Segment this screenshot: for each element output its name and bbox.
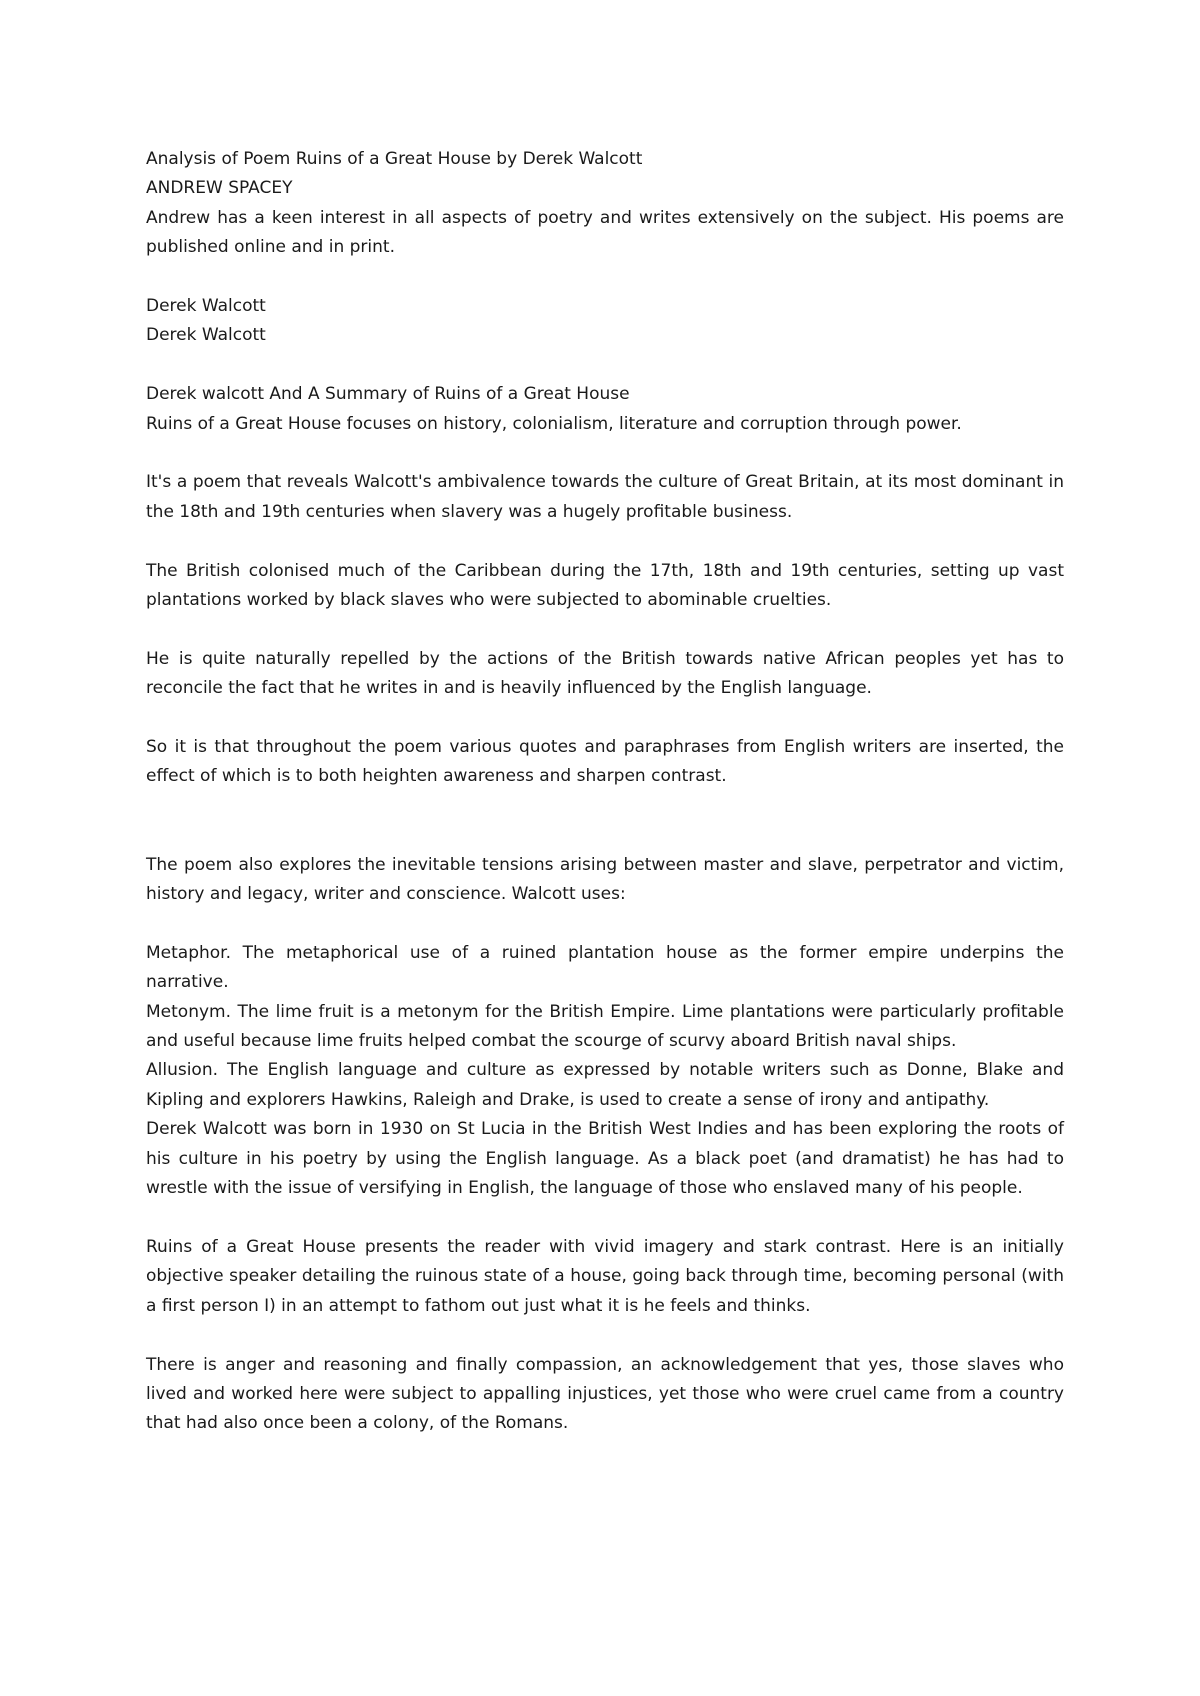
spacer [146, 1204, 1064, 1233]
document-body [146, 145, 1064, 1439]
spacer [146, 704, 1064, 733]
biography-paragraph: Derek Walcott was born in 1930 on St Lucia in the British West Indies and has been exploring the roots of his culture in his poetry by using the English language. As a black poet (and dramatist) he has had to wrestle with the issue of versifying in English, the language of those who enslaved many of his people. [146, 1119, 1064, 1199]
device-item-metonym: Metonym. The lime fruit is a metonym for the British Empire. Lime plantations were particularly profitable and useful because lime fruits helped combat the scourge of scurvy aboard British naval ships. [146, 1001, 1064, 1052]
document-title: Analysis of Poem Ruins of a Great House by Derek Walcott [146, 149, 643, 169]
body-paragraph: The British colonised much of the Caribbean during the 17th, 18th and 19th centuries, setting up vast plantations worked by black slaves who were subjected to abominable cruelties. [146, 560, 1064, 611]
spacer [146, 527, 1064, 556]
spacer [146, 439, 1064, 468]
spacer [146, 1321, 1064, 1350]
spacer [146, 263, 1064, 292]
spacer [146, 615, 1064, 644]
author-bio: Andrew has a keen interest in all aspects of poetry and writes extensively on the subject. His poems are published online and in print. [146, 207, 1064, 258]
author-name: ANDREW SPACEY [146, 178, 293, 199]
body-paragraph: So it is that throughout the poem various quotes and paraphrases from English writers are inserted, the effect of which is to both heighten awareness and sharpen contrast. [146, 737, 1064, 787]
image-caption: Derek Walcott [146, 296, 266, 317]
section-intro: Ruins of a Great House focuses on history, colonialism, literature and corruption through power. [146, 413, 962, 434]
section-heading: Derek walcott And A Summary of Ruins of a Great House [146, 384, 630, 405]
body-paragraph: He is quite naturally repelled by the actions of the British towards native African peoples yet has to reconcile the fact that he writes in and is heavily influenced by the English language. [146, 648, 1064, 699]
spacer [146, 909, 1064, 938]
device-item-allusion: Allusion. The English language and culture as expressed by notable writers such as Donne, Blake and Kipling and explorers Hawkins, Raleigh and Drake, is used to create a sense of irony and antipathy. [146, 1060, 1064, 1110]
body-paragraph: There is anger and reasoning and finally compassion, an acknowledgement that yes, those slaves who lived and worked here were subject to appalling injustices, yet those who were cruel came from a country that had also once been a colony, of the Romans. [146, 1354, 1064, 1434]
spacer [146, 351, 1064, 380]
body-paragraph: It's a poem that reveals Walcott's ambivalence towards the culture of Great Britain, at its most dominant in the 18th and 19th centuries when slavery was a hugely profitable business. [146, 472, 1064, 522]
image-caption: Derek Walcott [146, 325, 266, 346]
body-paragraph: Ruins of a Great House presents the reader with vivid imagery and stark contrast. Here is an initially objective speaker detailing the ruinous state of a house, going back through time, becoming personal (with a first person I) in an attempt to fathom out just what it is he feels and thinks. [146, 1236, 1064, 1316]
device-item-metaphor: Metaphor. The metaphorical use of a ruined plantation house as the former empire underpins the narrative. [146, 942, 1064, 993]
body-paragraph: The poem also explores the inevitable tensions arising between master and slave, perpetrator and victim, history and legacy, writer and conscience. Walcott uses: [146, 854, 1064, 905]
spacer [146, 792, 1064, 851]
